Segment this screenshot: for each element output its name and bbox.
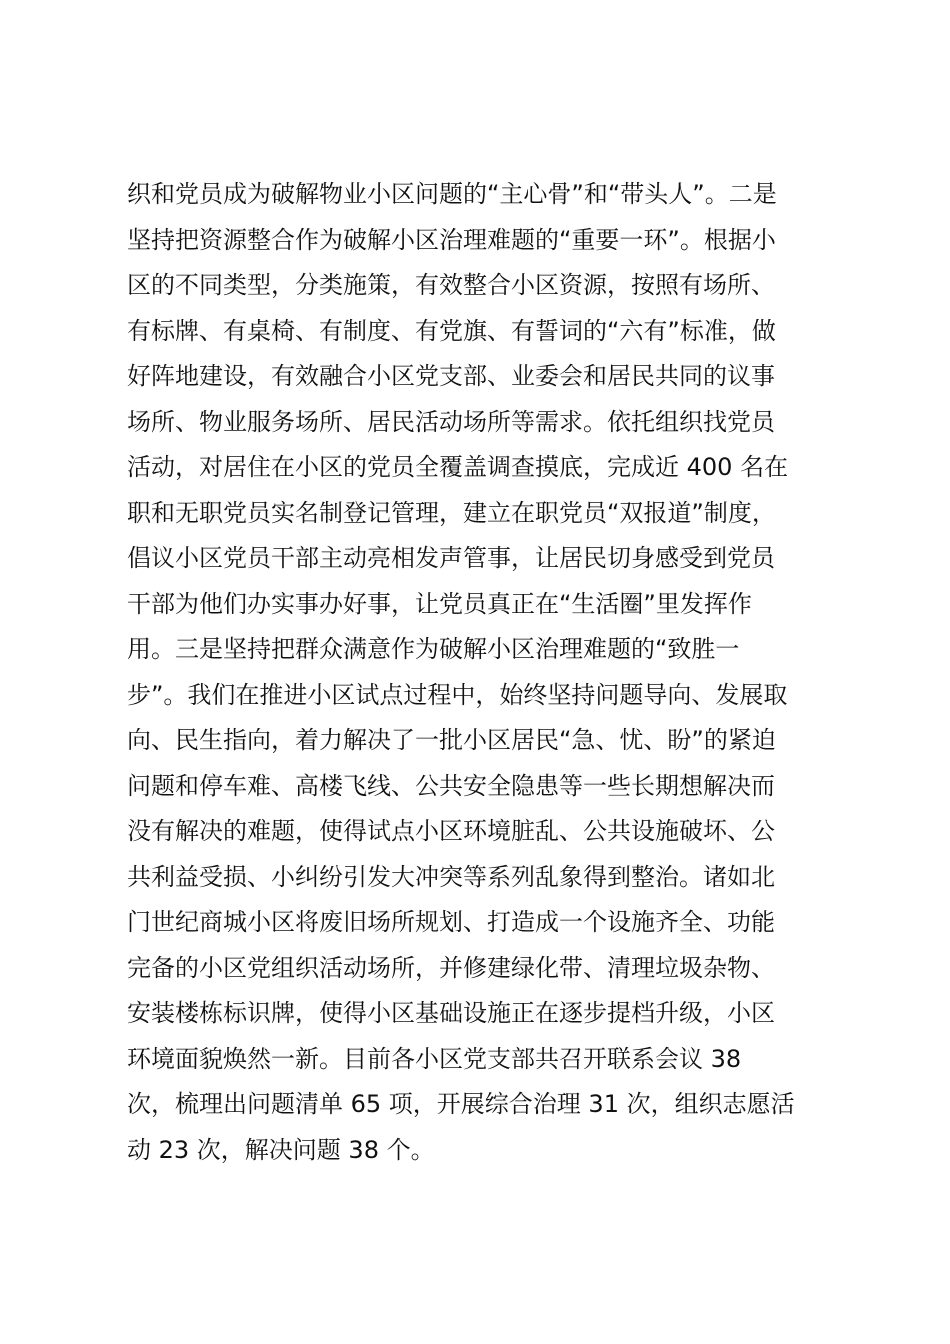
text-line: 环境面貌焕然一新。目前各小区党支部共召开联系会议 38 [127,1044,742,1073]
text-line: 区的不同类型，分类施策，有效整合小区资源，按照有场所、 [127,271,775,299]
text-line: 没有解决的难题，使得试点小区环境脏乱、公共设施破坏、公 [127,817,775,845]
text-line: 完备的小区党组织活动场所，并修建绿化带、清理垃圾杂物、 [127,953,775,982]
text-line: 步”。我们在推进小区试点过程中，始终坚持问题导向、发展取 [127,680,788,709]
text-line: 安装楼栋标识牌，使得小区基础设施正在逐步提档升级，小区 [127,999,775,1027]
text-line: 场所、物业服务场所、居民活动场所等需求。依托组织找党员 [127,407,775,436]
text-line: 次，梳理出问题清单 65 项，开展综合治理 31 次，组织志愿活 [127,1090,795,1118]
text-line: 好阵地建设，有效融合小区党支部、业委会和居民共同的议事 [127,362,775,390]
text-line: 问题和停车难、高楼飞线、公共安全隐患等一些长期想解决而 [127,771,775,800]
text-line: 门世纪商城小区将废旧场所规划、打造成一个设施齐全、功能 [127,908,775,936]
text-line: 动 23 次，解决问题 38 个。 [127,1135,435,1164]
text-line: 干部为他们办实事办好事，让党员真正在“生活圈”里发挥作 [127,589,752,618]
text-line: 共利益受损、小纠纷引发大冲突等系列乱象得到整治。诸如北 [127,862,775,891]
text-line: 有标牌、有桌椅、有制度、有党旗、有誓词的“六有”标准，做 [127,316,776,345]
text-line: 倡议小区党员干部主动亮相发声管事，让居民切身感受到党员 [127,544,775,572]
text-line: 职和无职党员实名制登记管理，建立在职党员“双报道”制度， [127,498,776,527]
text-line: 织和党员成为破解物业小区问题的“主心骨”和“带头人”。二是 [127,180,777,208]
body-paragraph [127,172,837,1173]
text-line: 坚持把资源整合作为破解小区治理难题的“重要一环”。根据小 [127,225,776,254]
text-line: 活动，对居住在小区的党员全覆盖调查摸底，完成近 400 名在 [127,453,789,481]
text-line: 向、民生指向，着力解决了一批小区居民“急、忧、盼”的紧迫 [127,726,776,754]
text-line: 用。三是坚持把群众满意作为破解小区治理难题的“致胜一 [127,635,740,663]
